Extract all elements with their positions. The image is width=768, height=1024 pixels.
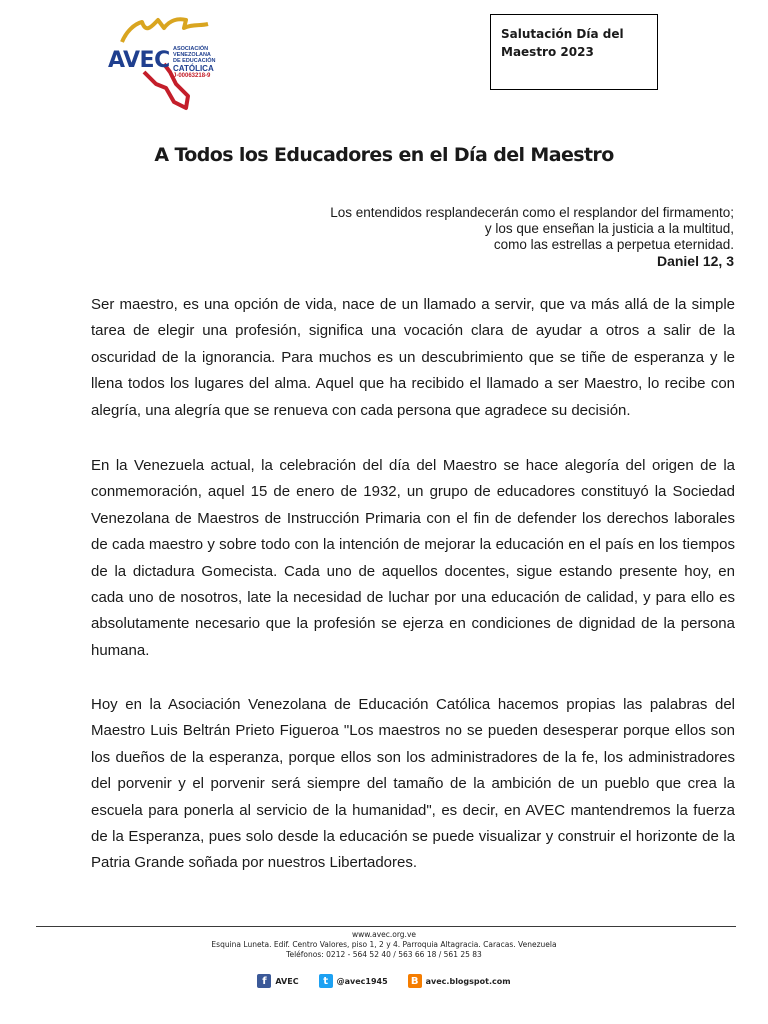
facebook-link[interactable] (257, 974, 298, 988)
facebook-label: AVEC (275, 976, 299, 986)
logo-line-1: ASOCIACIÓN (173, 46, 209, 52)
paragraph-1: Ser maestro, es una opción de vida, nace de un llamado a servir, que va más allá de la simple tarea de elegir una profesión, significa una vocación clara de ayudar a otros a salir de la oscuridad de la ignorancia. Para muchos es un descubrimiento que se tiñe de esperanza y le llena todos los lugares del alma. Aquel que ha recibido el llamado a ser Maestro, lo recibe con alegría, una alegría que se renueva con cada persona que agradece su decisión. (91, 296, 735, 419)
paragraph-2: En la Venezuela actual, la celebración del día del Maestro se hace alegoría del origen de la conmemoración, aquel 15 de enero de 1932, un grupo de educadores constituyó la Sociedad Venezolana de Maestros de Instrucción Primaria con el fin de defender los derechos laborales de cada maestro y sobre todo con la intención de mejorar la educación en el país en los tiempos de la dictadura Gomecista. Cada uno de aquellos docentes, sigue estando presente hoy, en cada uno de nosotros, late la necesidad de luchar por una educación de calidad, y para ello es absolutamente necesario que la profesión se ejerza en condiciones de dignidad de la persona humana. (91, 457, 735, 659)
epigraph-line-1: Los entendidos resplandecerán como el resplandor del firmamento; (330, 205, 734, 220)
twitter-icon: t (319, 974, 333, 988)
header-box-line-2: Maestro 2023 (501, 45, 594, 59)
twitter-label: @avec1945 (336, 976, 388, 986)
header-box-line-1: Salutación Día del (501, 27, 624, 41)
social-links (0, 974, 768, 988)
document-title: A Todos los Educadores en el Día del Maestro (154, 144, 614, 166)
logo-wordmark: AVEC (108, 48, 170, 73)
logo-catolica: CATÓLICA (173, 63, 214, 73)
facebook-icon: f (257, 974, 271, 988)
twitter-link[interactable] (319, 974, 388, 988)
paragraph-3: Hoy en la Asociación Venezolana de Educación Católica hacemos propias las palabras del Maestro Luis Beltrán Prieto Figueroa "Los maestros no se pueden desesperar porque ellos son los dueños de la esperanza, porque ellos son los administradores de la fe, los administradores del porvenir y el porvenir será siempre del tamaño de la ambición de un pueblo que crea la escuela para ponerla al servicio de la humanidad", es decir, en AVEC mantendremos la fuerza de la Esperanza, pues solo desde la educación se puede visualizar y construir el horizonte de la Patria Grande soñada por nuestros Libertadores. (91, 696, 735, 872)
blog-link[interactable] (408, 974, 511, 988)
logo-line-2: VENEZOLANA (173, 52, 211, 59)
epigraph-line-3: como las estrellas a perpetua eternidad. (493, 237, 734, 252)
footer-website[interactable]: www.avec.org.ve (352, 930, 416, 939)
footer-phones: Teléfonos: 0212 - 564 52 40 / 563 66 18 / 561 25 83 (286, 950, 482, 959)
epigraph (330, 205, 734, 269)
blogger-icon: B (408, 974, 422, 988)
epigraph-line-2: y los que enseñan la justicia a la multitud, (484, 221, 734, 236)
logo-line-3: DE EDUCACIÓN (173, 58, 216, 65)
logo-subtitle (173, 46, 243, 80)
epigraph-reference: Daniel 12, 3 (656, 253, 734, 269)
footer (0, 930, 768, 960)
header-box (490, 14, 658, 90)
footer-address: Esquina Luneta. Edif. Centro Valores, piso 1, 2 y 4. Parroquia Altagracia. Caracas. Venezuela (211, 940, 557, 949)
logo-rif: J-00063218-9 (173, 72, 211, 79)
footer-divider (36, 926, 736, 927)
blog-label: avec.blogspot.com (425, 976, 511, 986)
